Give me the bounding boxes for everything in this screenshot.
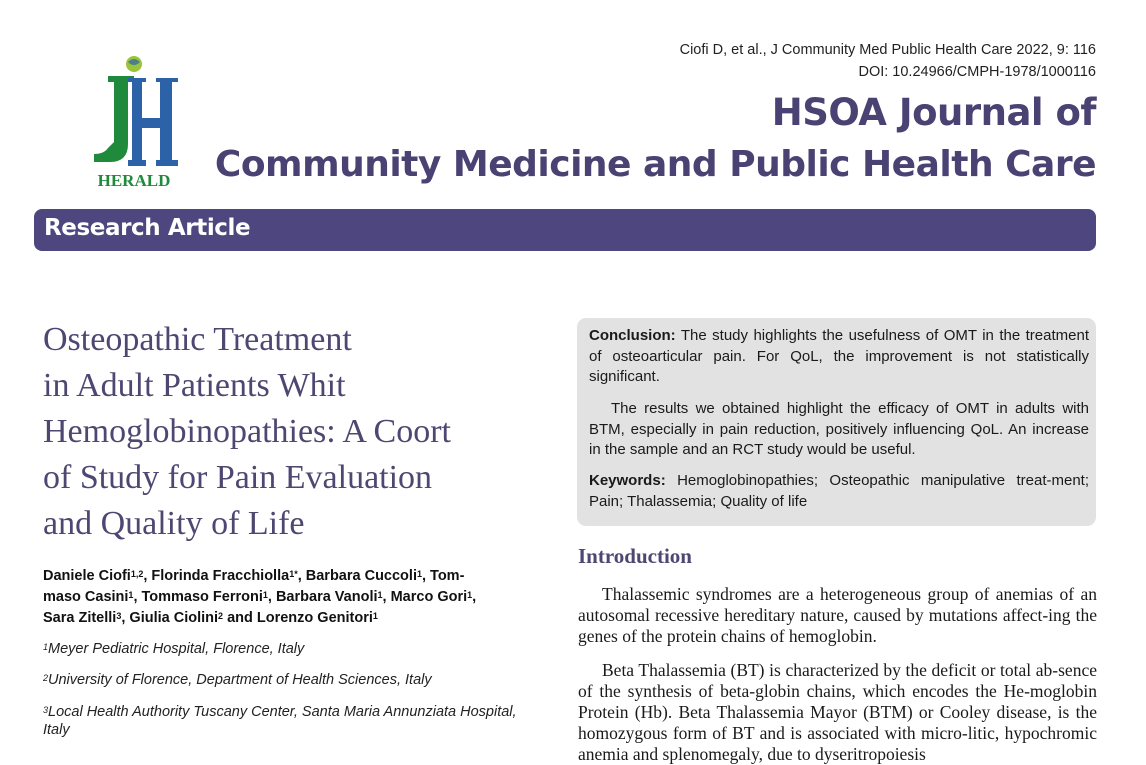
- affiliation-1: $^1$Meyer Pediatric Hospital, Florence, Italy: [43, 641, 305, 657]
- article-title: [43, 317, 543, 547]
- title-line: and Quality of Life: [43, 505, 305, 542]
- intro-paragraph-2: Beta Thalassemia (BT) is characterized by the deficit or total ab-sence of the synthesis of beta-globin chains, which encodes the He-moglobin Protein (Hb). Beta Thalassemia Mayor (BTM) or Cooley disease, is the homozygous form of BT and is associated with micro-litic, hypochromic anemia and splenomegaly, due to dyseritropoiesis: [578, 660, 1097, 764]
- title-line: in Adult Patients Whit: [43, 367, 346, 404]
- journal-title-line2: Community Medicine and Public Health Care: [214, 144, 1096, 185]
- keywords-label: Keywords:: [589, 472, 666, 489]
- conclusion-paragraph: Conclusion: The study highlights the usefulness of OMT in the treatment of osteoarticular pain. For QoL, the improvement is not statistically significant.: [589, 327, 1089, 385]
- section-heading-introduction: Introduction: [578, 544, 692, 568]
- affiliation-3: $^3$Local Health Authority Tuscany Center, Santa Maria Annunziata Hospital, Italy: [43, 704, 517, 738]
- title-line: Hemoglobinopathies: A Coort: [43, 413, 451, 450]
- article-type-label: Research Article: [44, 215, 251, 241]
- affiliation-2: $^2$University of Florence, Department of Health Sciences, Italy: [43, 672, 432, 688]
- author-list: [43, 566, 543, 629]
- intro-paragraph-1: Thalassemic syndromes are a heterogeneous group of anemias of an autosomal recessive hereditary nature, caused by mutations affect-ing the genes of the protein chains of hemoglobin.: [578, 584, 1097, 646]
- title-line: Osteopathic Treatment: [43, 321, 352, 358]
- citation-block: [680, 39, 1096, 83]
- journal-title-line1: HSOA Journal of: [771, 91, 1096, 134]
- herald-logo: [86, 52, 186, 192]
- authors-line: Sara Zitelli$^3$, Giulia Ciolini$^2$ and Lorenzo Genitori$^1$: [43, 610, 378, 626]
- logo-wordmark: HERALD: [97, 171, 171, 190]
- journal-title: [215, 88, 1096, 192]
- title-line: of Study for Pain Evaluation: [43, 459, 433, 496]
- article-type-banner: [34, 209, 1096, 251]
- results-paragraph: The results we obtained highlight the efficacy of OMT in adults with BTM, especially in pain reduction, positively influencing QoL. An increase in the sample and an RCT study would be useful.: [589, 400, 1089, 458]
- doi-text: DOI: 10.24966/CMPH-1978/1000116: [858, 64, 1096, 80]
- authors-line: maso Casini$^1$, Tommaso Ferroni$^1$, Barbara Vanoli$^1$, Marco Gori$^1$,: [43, 589, 477, 605]
- conclusion-label: Conclusion:: [589, 327, 676, 344]
- citation-text: Ciofi D, et al., J Community Med Public Health Care 2022, 9: 116: [679, 42, 1096, 58]
- authors-line: Daniele Ciofi$^{1,2}$, Florinda Fracchiolla$^{1*}$, Barbara Cuccoli$^1$, Tom-: [43, 568, 465, 584]
- keywords-paragraph: Keywords: Hemoglobinopathies; Osteopathic manipulative treat-ment; Pain; Thalassemia; Quality of life: [589, 472, 1089, 510]
